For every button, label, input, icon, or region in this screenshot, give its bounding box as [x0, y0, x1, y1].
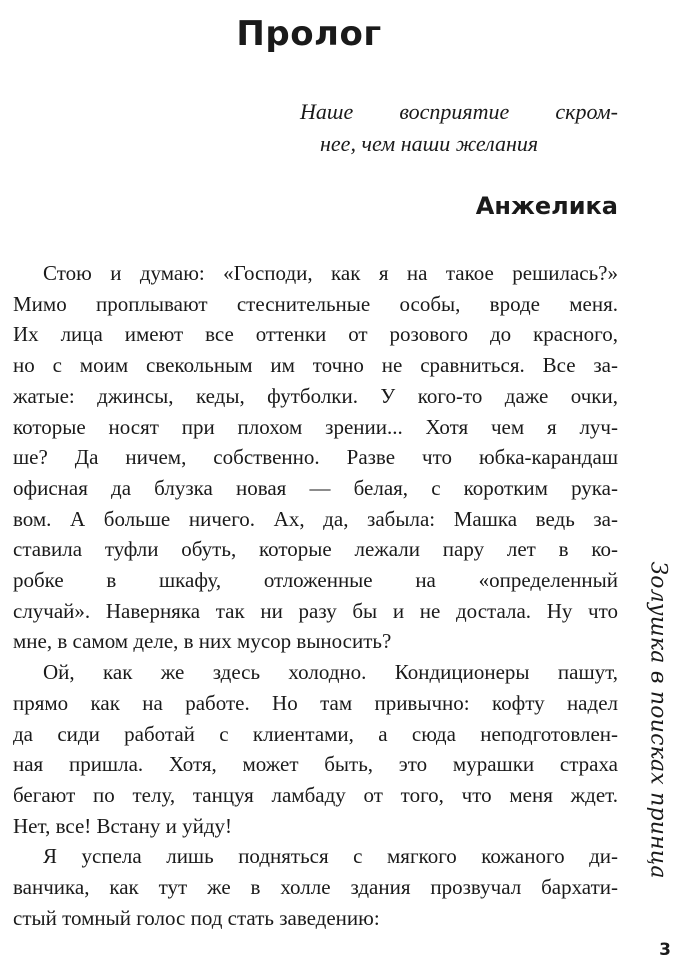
text-line: стый томный голос под стать заведению:	[13, 905, 380, 930]
text-line: но с моим свекольным им точно не сравниться. Все за-	[13, 353, 618, 378]
text-line: да сиди работай с клиентами, а сюда неподготовлен-	[13, 721, 618, 746]
text-line: Ой, как же здесь холодно. Кондиционеры пашут,	[43, 660, 618, 685]
text-line: прямо как на работе. Но там привычно: кофту надел	[13, 690, 618, 715]
text-line: офисная да блузка новая — белая, с коротким рука-	[13, 475, 618, 500]
text-line: Нет, все! Встану и уйду!	[13, 813, 232, 838]
text-line: робке в шкафу, отложенные на «определенный	[13, 568, 618, 593]
running-title-sidebar	[628, 525, 688, 915]
chapter-title: Пролог	[236, 14, 382, 54]
text-line: Их лица имеют все оттенки от розового до красного,	[13, 322, 618, 347]
text-line: ванчика, как тут же в холле здания прозвучал бархати-	[13, 875, 618, 900]
epigraph	[300, 96, 618, 160]
text-line: Мимо проплывают стеснительные особы, вроде меня.	[13, 291, 618, 316]
text-line: бегают по телу, танцуя ламбаду от того, что меня ждет.	[13, 782, 618, 807]
epigraph-line: Наше восприятие скром-	[300, 99, 618, 124]
epigraph-line: нее, чем наши желания	[320, 131, 539, 156]
text-line: ная пришла. Хотя, может быть, это мурашки страха	[13, 752, 618, 777]
text-line: ше? Да ничем, собственно. Разве что юбка-карандаш	[13, 445, 618, 470]
running-title: Золушка в поисках принца	[645, 561, 671, 879]
text-line: Я успела лишь подняться с мягкого кожаного ди-	[43, 844, 618, 869]
text-line: мне, в самом деле, в них мусор выносить?	[13, 629, 392, 654]
text-line: жатые: джинсы, кеды, футболки. У кого-то даже очки,	[13, 383, 618, 408]
text-line: ставила туфли обуть, которые лежали пару лет в ко-	[13, 537, 618, 562]
text-line: Стою и думаю: «Господи, как я на такое решилась?»	[43, 261, 618, 285]
page-number: 3	[659, 940, 671, 960]
text-line: вом. А больше ничего. Ах, да, забыла: Машка ведь за-	[13, 506, 618, 531]
text-line: случай». Наверняка так ни разу бы и не достала. Ну что	[13, 598, 618, 623]
text-line: которые носят при плохом зрении... Хотя чем я луч-	[13, 414, 618, 439]
body-text	[13, 258, 618, 933]
section-title: Анжелика	[475, 192, 618, 220]
